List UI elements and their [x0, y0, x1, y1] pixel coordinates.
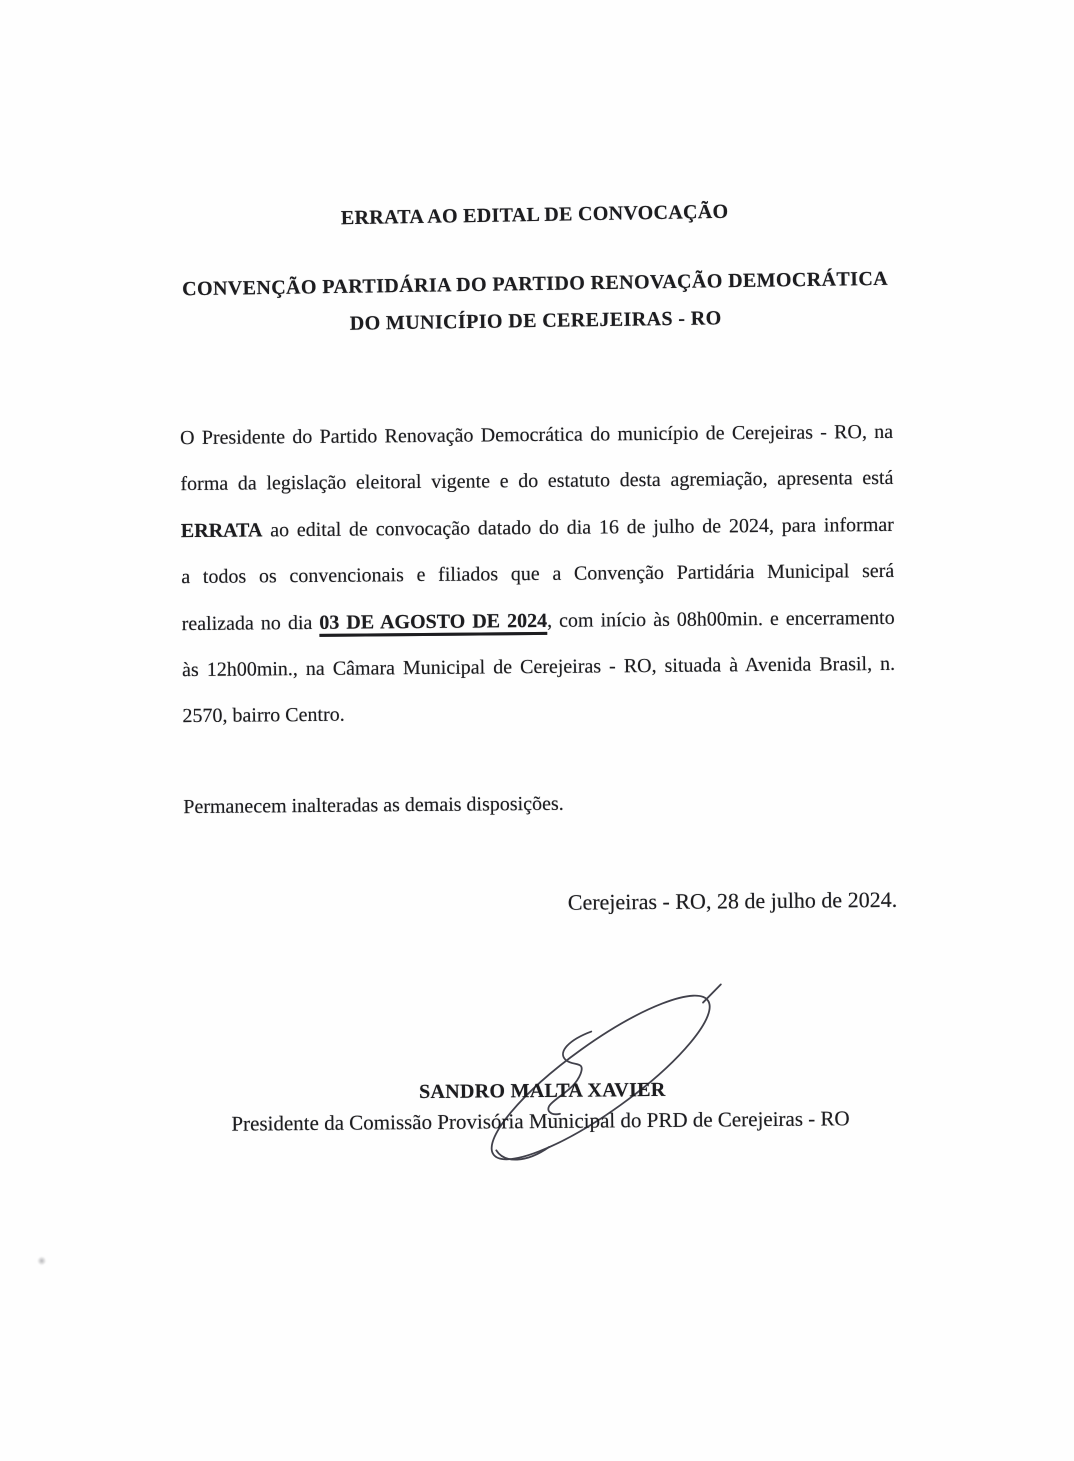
body-line-7: 2570, bairro Centro.	[182, 704, 345, 728]
signature-entry-stroke	[703, 984, 721, 1002]
document-subtitle-line-1: CONVENÇÃO PARTIDÁRIA DO PARTIDO RENOVAÇÃO DEMOCRÁTICA	[182, 267, 889, 301]
signatory-name: SANDRO MALTA XAVIER	[418, 1078, 666, 1104]
convention-date-emphasis: 03 DE AGOSTO DE 2024	[319, 609, 548, 634]
body-line-3	[181, 502, 894, 555]
document-title: ERRATA AO EDITAL DE CONVOCAÇÃO	[340, 200, 729, 230]
body-line-1: O Presidente do Partido Renovação Democrática do município de Cerejeiras - RO, na	[179, 420, 894, 450]
body-line-5-tail: , com início às 08h00min. e encerramento	[547, 606, 895, 632]
signatory-title: Presidente da Comissão Provisória Municipal do PRD de Cerejeiras - RO	[231, 1106, 850, 1136]
body-line-2: forma da legislação eleitoral vigente e do estatuto desta agremiação, apresenta está	[180, 467, 894, 496]
body-line-3-text: ao edital de convocação datado do dia 16 de julho de 2024, para informar	[262, 513, 894, 542]
body-paragraph	[180, 409, 896, 740]
signature-bottom-curl	[496, 1147, 549, 1160]
scan-artifact-speck	[37, 1256, 46, 1265]
errata-emphasis: ERRATA	[180, 519, 263, 542]
place-date-line: Cerejeiras - RO, 28 de julho de 2024.	[567, 886, 898, 915]
body-line-6: às 12h00min., na Câmara Municipal de Cerejeiras - RO, situada à Avenida Brasil, n.	[182, 652, 896, 682]
closing-statement: Permanecem inalteradas as demais disposições.	[183, 792, 564, 819]
body-line-5-text: realizada no dia	[181, 611, 320, 635]
document-subtitle	[178, 261, 892, 346]
body-line-5	[181, 594, 894, 647]
document-subtitle-line-2: DO MUNICÍPIO DE CEREJEIRAS - RO	[349, 307, 722, 335]
body-line-4: a todos os convencionais e filiados que a Convenção Partidária Municipal será	[181, 560, 895, 589]
